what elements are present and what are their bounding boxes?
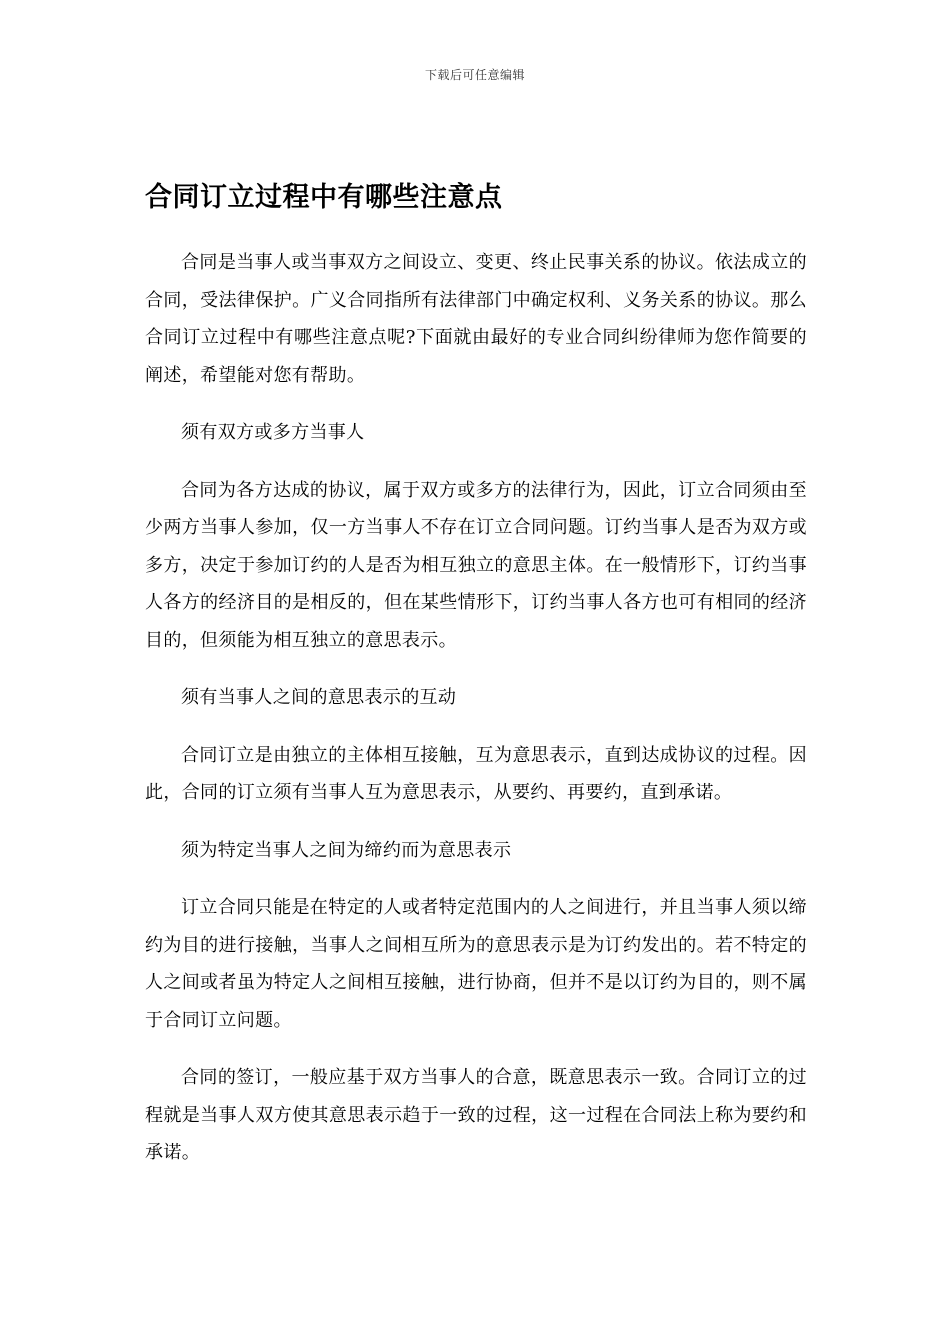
section-heading-interaction: 须有当事人之间的意思表示的互动 bbox=[181, 687, 457, 708]
section-heading-specific-parties: 须为特定当事人之间为缔约而为意思表示 bbox=[181, 839, 512, 861]
section-heading-parties: 须有双方或多方当事人 bbox=[181, 422, 365, 443]
paragraph-interaction: 合同订立是由独立的主体相互接触，互为意思表示，直到达成协议的过程。因此，合同的订立须有当事人互为意思表示，从要约、再要约，直到承诺。 bbox=[145, 744, 807, 803]
paragraph-conclusion: 合同的签订，一般应基于双方当事人的合意，既意思表示一致。合同订立的过程就是当事人双方使其意思表示趋于一致的过程，这一过程在合同法上称为要约和承诺。 bbox=[145, 1067, 807, 1163]
paragraph-intro: 合同是当事人或当事双方之间设立、变更、终止民事关系的协议。依法成立的合同，受法律保护。广义合同指所有法律部门中确定权利、义务关系的协议。那么合同订立过程中有哪些注意点呢?下面就由最好的专业合同纠纷律师为您作简要的阐述，希望能对您有帮助。 bbox=[145, 252, 807, 386]
paragraph-parties: 合同为各方达成的协议，属于双方或多方的法律行为，因此，订立合同须由至少两方当事人参加，仅一方当事人不存在订立合同问题。订约当事人是否为双方或多方，决定于参加订约的人是否为相互独立的意思主体。在一般情形下，订约当事人各方的经济目的是相反的，但在某些情形下，订约当事人各方也可有相同的经济目的，但须能为相互独立的意思表示。 bbox=[145, 479, 807, 651]
document-title: 合同订立过程中有哪些注意点 bbox=[145, 182, 503, 213]
paragraph-specific-parties: 订立合同只能是在特定的人或者特定范围内的人之间进行，并且当事人须以缔约为目的进行接触，当事人之间相互所为的意思表示是为订约发出的。若不特定的人之间或者虽为特定人之间相互接触，进行协商，但并不是以订约为目的，则不属于合同订立问题。 bbox=[145, 897, 807, 1031]
page-header-note: 下载后可任意编辑 bbox=[424, 68, 525, 82]
document-body bbox=[145, 178, 807, 1192]
